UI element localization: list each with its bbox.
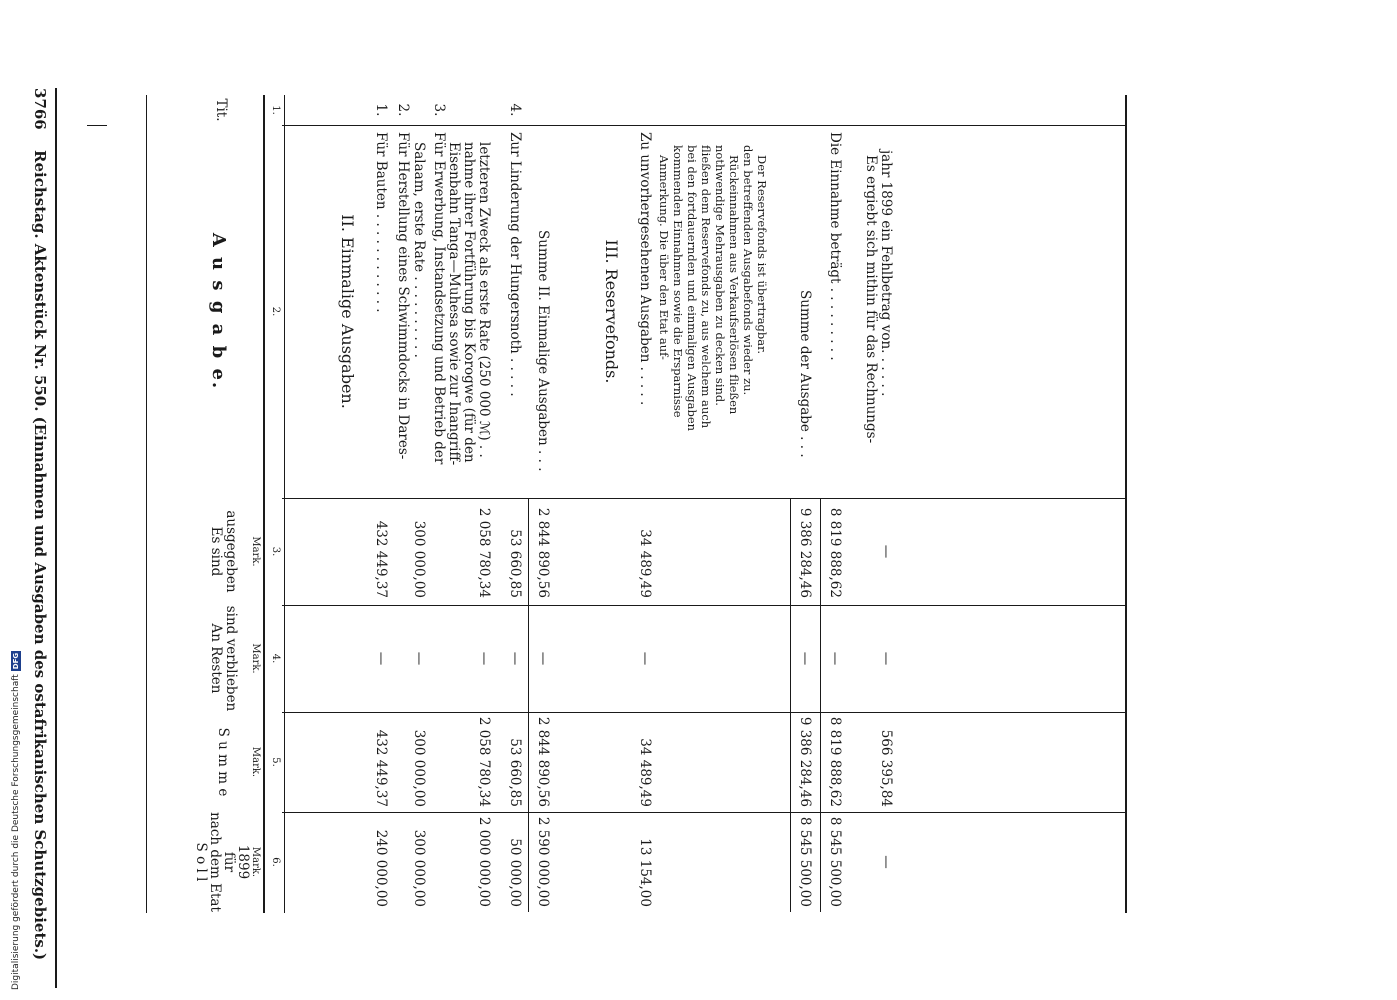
row3-col4: — — [476, 651, 492, 666]
deficit-col5: 566 395,84 — [878, 729, 894, 807]
income-label: Die Einnahme beträgt . . . . . . . . . — [827, 132, 843, 361]
section2-sum-rule — [528, 498, 529, 912]
header-col-rule — [87, 125, 107, 126]
header-col6-line4: 1899 — [235, 844, 251, 880]
row3-col6: 2 000 000,00 — [476, 816, 492, 907]
column-number-2: 2. — [270, 306, 281, 317]
header-tit: Tit. — [213, 98, 229, 122]
tit-col-rule — [282, 125, 1127, 126]
totals-rule — [790, 498, 791, 912]
row3-text-line1: Für Erwerbung, Instandsetzung und Betrieb der — [431, 132, 447, 465]
footer-credit-text: Digitalisierung gefördert durch die Deutsche Forschungsgemeinschaft — [11, 674, 21, 990]
total-sum-col6: 8 545 500,00 — [797, 816, 813, 907]
total-sum-label: Summe der Ausgabe . . . — [797, 290, 813, 458]
section3-col5: 34 489,49 — [637, 738, 653, 807]
row3-col3: 2 058 780,34 — [476, 507, 492, 598]
header-rule — [55, 88, 57, 988]
column-number-6: 6. — [270, 857, 281, 867]
deficit-label-line1: Es ergiebt sich mithin für das Rechnungs- — [863, 155, 879, 444]
unit-col5: Mark. — [250, 746, 261, 778]
unit-col6: Mark. — [250, 846, 261, 878]
note-line-7: den betreffenden Ausgabefonds wieder zu. — [741, 145, 755, 396]
row3-text-line4: letzteren Zweck als erste Rate (250 000 ℳ) . . — [476, 142, 492, 458]
column-number-5: 5. — [270, 757, 281, 767]
deficit-label-line2: jahr 1899 ein Fehlbetrag von. . . . . . — [878, 150, 894, 397]
row2-text-line1: Für Herstellung eines Schwimmdocks in Dares- — [395, 132, 411, 460]
row4-col6: 50 000,00 — [507, 838, 523, 907]
section2-sum-col4: — — [535, 651, 551, 666]
income-col6: 8 545 500,00 — [827, 816, 843, 907]
header-col5: S u m m e — [215, 727, 231, 797]
row2-tit: 2. — [395, 103, 411, 117]
row4-col3: 53 660,85 — [507, 529, 523, 598]
header-ausgabe: A u s g a b e. — [208, 232, 229, 391]
unit-col4: Mark. — [250, 643, 261, 674]
note-line-5: nothwendige Mehrausgaben zu decken sind. — [713, 145, 727, 406]
page-number: 3766 — [31, 88, 49, 130]
col3-col4-rule — [282, 605, 1127, 606]
deficit-col4: — — [878, 651, 894, 666]
note-line-3: bei den fortdauernden und einmaligen Ausgaben — [685, 145, 699, 432]
section3-row-text: Zu unvorhergesehenen Ausgaben . . . . . — [637, 132, 653, 406]
col4-col5-rule — [282, 712, 1127, 713]
row2-col6: 300 000,00 — [411, 829, 427, 907]
income-col5: 8 819 888,62 — [827, 716, 843, 807]
header-col3-line2: ausgegeben — [223, 510, 239, 593]
column-number-rule — [284, 95, 285, 913]
section3-col3: 34 489,49 — [637, 529, 653, 598]
deficit-col6: — — [878, 855, 894, 869]
note-line-4: fließen dem Reservefonds zu, aus welchem auch — [699, 145, 713, 429]
row3-text-line3: nahme ihrer Fortführung bis Korogwe (für den — [461, 142, 477, 463]
income-col4: — — [827, 651, 843, 666]
footer-credit — [0, 0, 21, 1000]
header-col6-line3: für — [221, 851, 237, 873]
section3-col4: — — [637, 651, 653, 666]
section3-heading: III. Reservefonds. — [602, 239, 621, 384]
section2-sum-label: Summe II. Einmalige Ausgaben . . . — [535, 230, 551, 472]
col5-col6-rule — [282, 812, 1127, 813]
row1-col5: 432 449,37 — [373, 729, 389, 807]
row4-text: Zur Linderung der Hungersnoth . . . . . — [507, 132, 523, 397]
row2-col4: — — [411, 651, 427, 666]
section2-sum-col3: 2 844 890,56 — [535, 507, 551, 598]
note-line-2: kommenden Einnahmen sowie die Ersparnisse — [671, 145, 685, 418]
table-top-rule — [263, 95, 265, 913]
table-bottom-rule — [1125, 95, 1127, 913]
row1-col6: 240 000,00 — [373, 829, 389, 907]
row4-col4: — — [507, 651, 523, 666]
section3-col6: 13 154,00 — [637, 838, 653, 907]
row4-col5: 53 660,85 — [507, 738, 523, 807]
note-line-8: Der Reservefonds ist übertragbar. — [755, 155, 769, 355]
unit-col3: Mark. — [250, 536, 261, 567]
note-line-1: Anmerkung. Die über den Etat auf- — [657, 155, 671, 360]
section2-heading: II. Einmalige Ausgaben. — [338, 214, 357, 409]
column-number-3: 3. — [270, 546, 281, 557]
header-col6-line2: nach dem Etat — [207, 812, 223, 912]
total-sum-col4: — — [797, 651, 813, 666]
header-bottom-rule — [146, 95, 147, 913]
column-number-4: 4. — [270, 653, 281, 664]
row2-col3: 300 000,00 — [411, 520, 427, 598]
row1-tit: 1. — [373, 103, 389, 117]
row2-col5: 300 000,00 — [411, 729, 427, 807]
section2-sum-col6: 2 590 000,00 — [535, 816, 551, 907]
row1-col4: — — [373, 651, 389, 666]
row1-col3: 432 449,37 — [373, 520, 389, 598]
row4-tit: 4. — [507, 103, 523, 117]
section2-sum-col5: 2 844 890,56 — [535, 716, 551, 807]
row2-text-line2: Salaam, erste Rate . . . . . . . . . . — [411, 142, 427, 358]
header-col3-line1: Es sind — [208, 526, 224, 577]
total-sum-col5: 9 386 284,46 — [797, 716, 813, 807]
total-sum-col3: 9 386 284,46 — [797, 507, 813, 598]
header-col4-line2: sind verblieben — [223, 605, 239, 712]
page-title: Reichstag. Aktenstück Nr. 550. (Einnahmen und Ausgaben des ostafrikanischen Schutzgebiets.) — [31, 150, 49, 961]
dfg-logo: DFG — [12, 652, 20, 670]
row3-col5: 2 058 780,34 — [476, 716, 492, 807]
row3-tit: 3. — [431, 103, 447, 117]
income-rule — [820, 498, 821, 912]
header-col4-line1: An Resten — [208, 623, 224, 694]
header-col6-line1: S o l l — [193, 842, 209, 882]
deficit-col3: — — [878, 544, 894, 559]
row1-text: Für Bauten . . . . . . . . . . . . — [373, 132, 389, 313]
row3-text-line2: Eisenbahn Tanga—Muhesa sowie zur Inangriff- — [446, 142, 462, 466]
income-col3: 8 819 888,62 — [827, 507, 843, 598]
column-number-1: 1. — [270, 105, 281, 115]
note-line-6: Rückeinnahmen aus Verkaufserlösen fließen — [727, 155, 741, 415]
col2-col3-rule — [282, 498, 1127, 499]
